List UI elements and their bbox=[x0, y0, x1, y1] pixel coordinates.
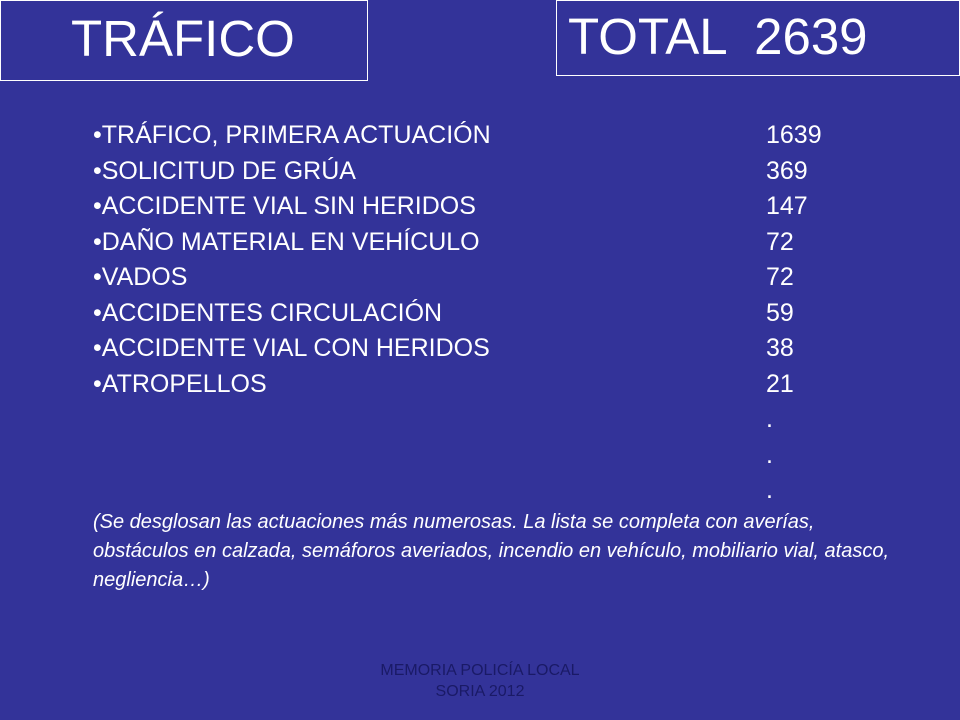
traffic-list bbox=[93, 118, 833, 509]
item-value: 1639 bbox=[766, 121, 822, 149]
total-box bbox=[556, 0, 960, 76]
slide-footer bbox=[330, 660, 630, 702]
item-label: •SOLICITUD DE GRÚA bbox=[93, 156, 356, 185]
page-title: TRÁFICO bbox=[71, 10, 295, 67]
item-label: •ACCIDENTE VIAL CON HERIDOS bbox=[93, 334, 490, 362]
ellipsis-row bbox=[93, 438, 833, 474]
item-value: 59 bbox=[766, 298, 794, 327]
item-value: 72 bbox=[766, 227, 794, 256]
item-label: •ACCIDENTE VIAL SIN HERIDOS bbox=[93, 192, 476, 220]
ellipsis-row bbox=[93, 402, 833, 438]
ellipsis-dot: . bbox=[766, 476, 773, 504]
item-value: 369 bbox=[766, 156, 808, 185]
ellipsis-dot: . bbox=[766, 440, 773, 469]
item-value: 21 bbox=[766, 369, 794, 398]
item-value: 147 bbox=[766, 192, 808, 220]
list-item bbox=[93, 331, 833, 367]
item-label: •ACCIDENTES CIRCULACIÓN bbox=[93, 298, 443, 327]
title-box bbox=[0, 0, 368, 81]
list-item bbox=[93, 189, 833, 225]
list-item bbox=[93, 296, 833, 332]
item-label: •DAÑO MATERIAL EN VEHÍCULO bbox=[93, 227, 480, 256]
item-label: •VADOS bbox=[93, 263, 188, 291]
list-item bbox=[93, 225, 833, 261]
footnote: (Se desglosan las actuaciones más numerosas. La lista se completa con averías, obstáculos en calzada, semáforos averiados, incendio en vehículo, mobiliario vial, atasco, negliencia…) bbox=[93, 511, 889, 591]
item-label: •ATROPELLOS bbox=[93, 369, 267, 398]
item-label: •TRÁFICO, PRIMERA ACTUACIÓN bbox=[93, 121, 491, 149]
item-value: 38 bbox=[766, 334, 794, 362]
footer-line-2: SORIA 2012 bbox=[435, 683, 525, 700]
total-label: TOTAL 2639 bbox=[568, 8, 868, 65]
list-item bbox=[93, 367, 833, 403]
list-item bbox=[93, 118, 833, 154]
footer-line-1: MEMORIA POLICÍA LOCAL bbox=[380, 662, 580, 679]
list-item bbox=[93, 260, 833, 296]
list-item bbox=[93, 154, 833, 190]
item-value: 72 bbox=[766, 263, 794, 291]
ellipsis-dot: . bbox=[766, 405, 773, 433]
ellipsis-row bbox=[93, 473, 833, 509]
